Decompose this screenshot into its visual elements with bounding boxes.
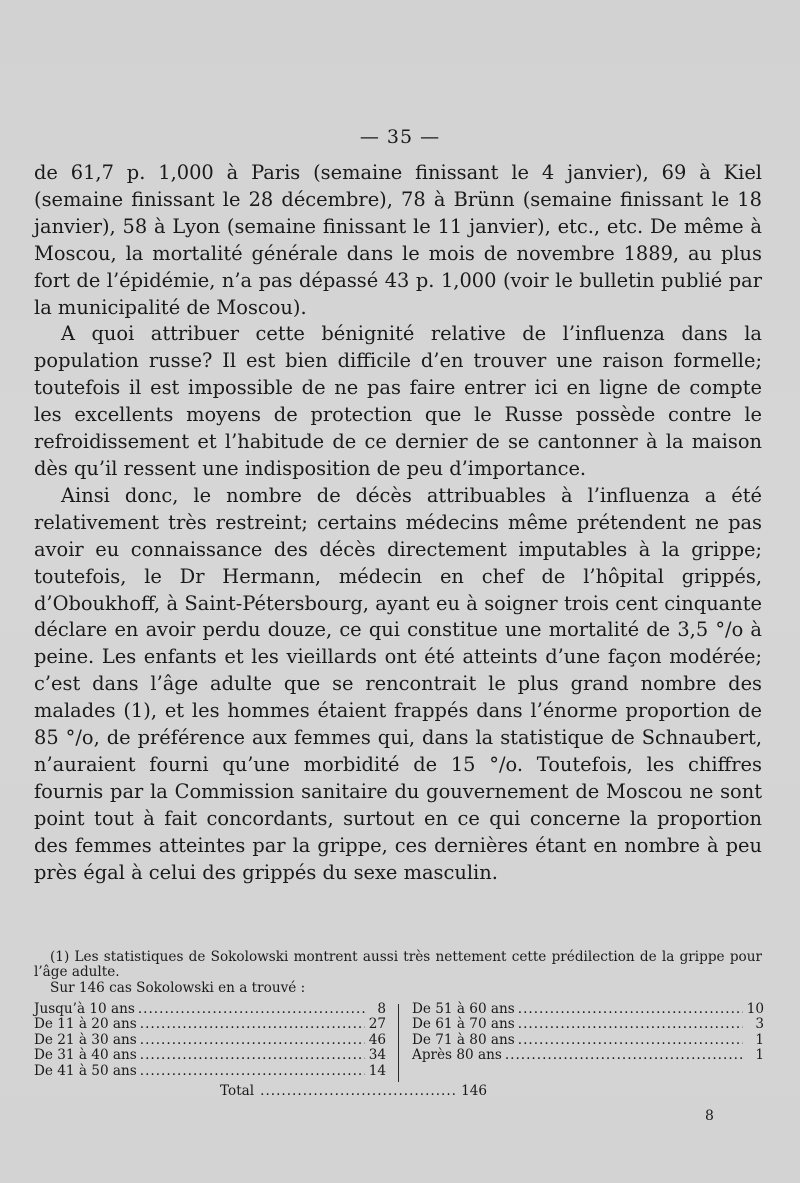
total-label: Total xyxy=(220,1083,255,1099)
stats-total xyxy=(220,1083,580,1099)
column-divider xyxy=(398,1004,399,1082)
table-row: De 51 à 60 ans ..... 10 xyxy=(412,1002,764,1017)
table-row: De 71 à 80 ans ..... 1 xyxy=(412,1033,764,1048)
paragraph-3: Ainsi donc, le nombre de décès attribuables à l’influenza a été relativement très restreint; certains médecins même prétendent ne pas avoir eu connaissance des décès directement imputables à la grippe; toutefois, le Dr Hermann, médecin en chef de l’hôpital grippés, d’Oboukhoff, à Saint-Pétersbourg, ayant eu à soigner trois cent cinquante déclare en avoir perdu douze, ce qui constitue une mortalité de 3,5 °/o à peine. Les enfants et les vieillards ont été atteints d’une façon modérée; c’est dans l’âge adulte que se rencontrait le plus grand nombre des malades (1), et les hommes étaient frappés dans l’énorme proportion de 85 °/o, de préférence aux femmes qui, dans la statistique de Schnaubert, n’auraient fourni qu’une morbidité de 15 °/o. Toutefois, les chiffres fournis par la Commission sanitaire du gouvernement de Moscou ne sont point tout à fait concordants, surtout en ce qui concerne la proportion des femmes atteintes par la grippe, ces dernières étant en nombre à peu près égal à celui des grippés du sexe masculin. xyxy=(34,483,762,884)
age-statistics-table xyxy=(34,1002,774,1082)
table-row: Après 80 ans ..... 1 xyxy=(412,1048,764,1063)
total-value: 146 xyxy=(461,1083,488,1099)
stats-column-right xyxy=(412,1002,764,1064)
footnote xyxy=(34,950,762,996)
main-text xyxy=(34,160,762,886)
paragraph-1: de 61,7 p. 1,000 à Paris (semaine finissant le 4 janvier), 69 à Kiel (semaine finissant le 28 décembre), 78 à Brünn (semaine finissant le 18 janvier), 58 à Lyon (semaine finissant le 11 janvier), etc., etc. De même à Moscou, la mortalité générale dans le mois de novembre 1889, au plus fort de l’épidémie, n’a pas dépassé 43 p. 1,000 (voir le bulletin publié par la municipalité de Moscou). xyxy=(34,161,762,319)
signature-mark: 8 xyxy=(705,1108,714,1124)
table-row: De 11 à 20 ans ..... 27 xyxy=(34,1017,386,1032)
table-row: Jusqu’à 10 ans ..... 8 xyxy=(34,1002,386,1017)
table-row: De 61 à 70 ans ..... 3 xyxy=(412,1017,764,1032)
page-number: — 35 — xyxy=(359,126,441,148)
stats-column-left xyxy=(34,1002,386,1079)
table-row: De 21 à 30 ans ..... 46 xyxy=(34,1033,386,1048)
paragraph-2: A quoi attribuer cette bénignité relative de l’influenza dans la population russe? Il est bien difficile d’en trouver une raison formelle; toutefois il est impossible de ne pas faire entrer ici en ligne de compte les excellents moyens de protection que le Russe possède contre le refroidissement et l’habitude de ce dernier de se cantonner à la maison dès qu’il ressent une indisposition de peu d’importance. xyxy=(34,322,762,480)
table-row: De 41 à 50 ans ..... 14 xyxy=(34,1064,386,1079)
table-row: De 31 à 40 ans ..... 34 xyxy=(34,1048,386,1063)
footnote-intro: Sur 146 cas Sokolowski en a trouvé : xyxy=(50,979,306,996)
footnote-text: (1) Les statistiques de Sokolowski montrent aussi très nettement cette prédilection de la grippe pour l’âge adulte. xyxy=(34,949,762,981)
